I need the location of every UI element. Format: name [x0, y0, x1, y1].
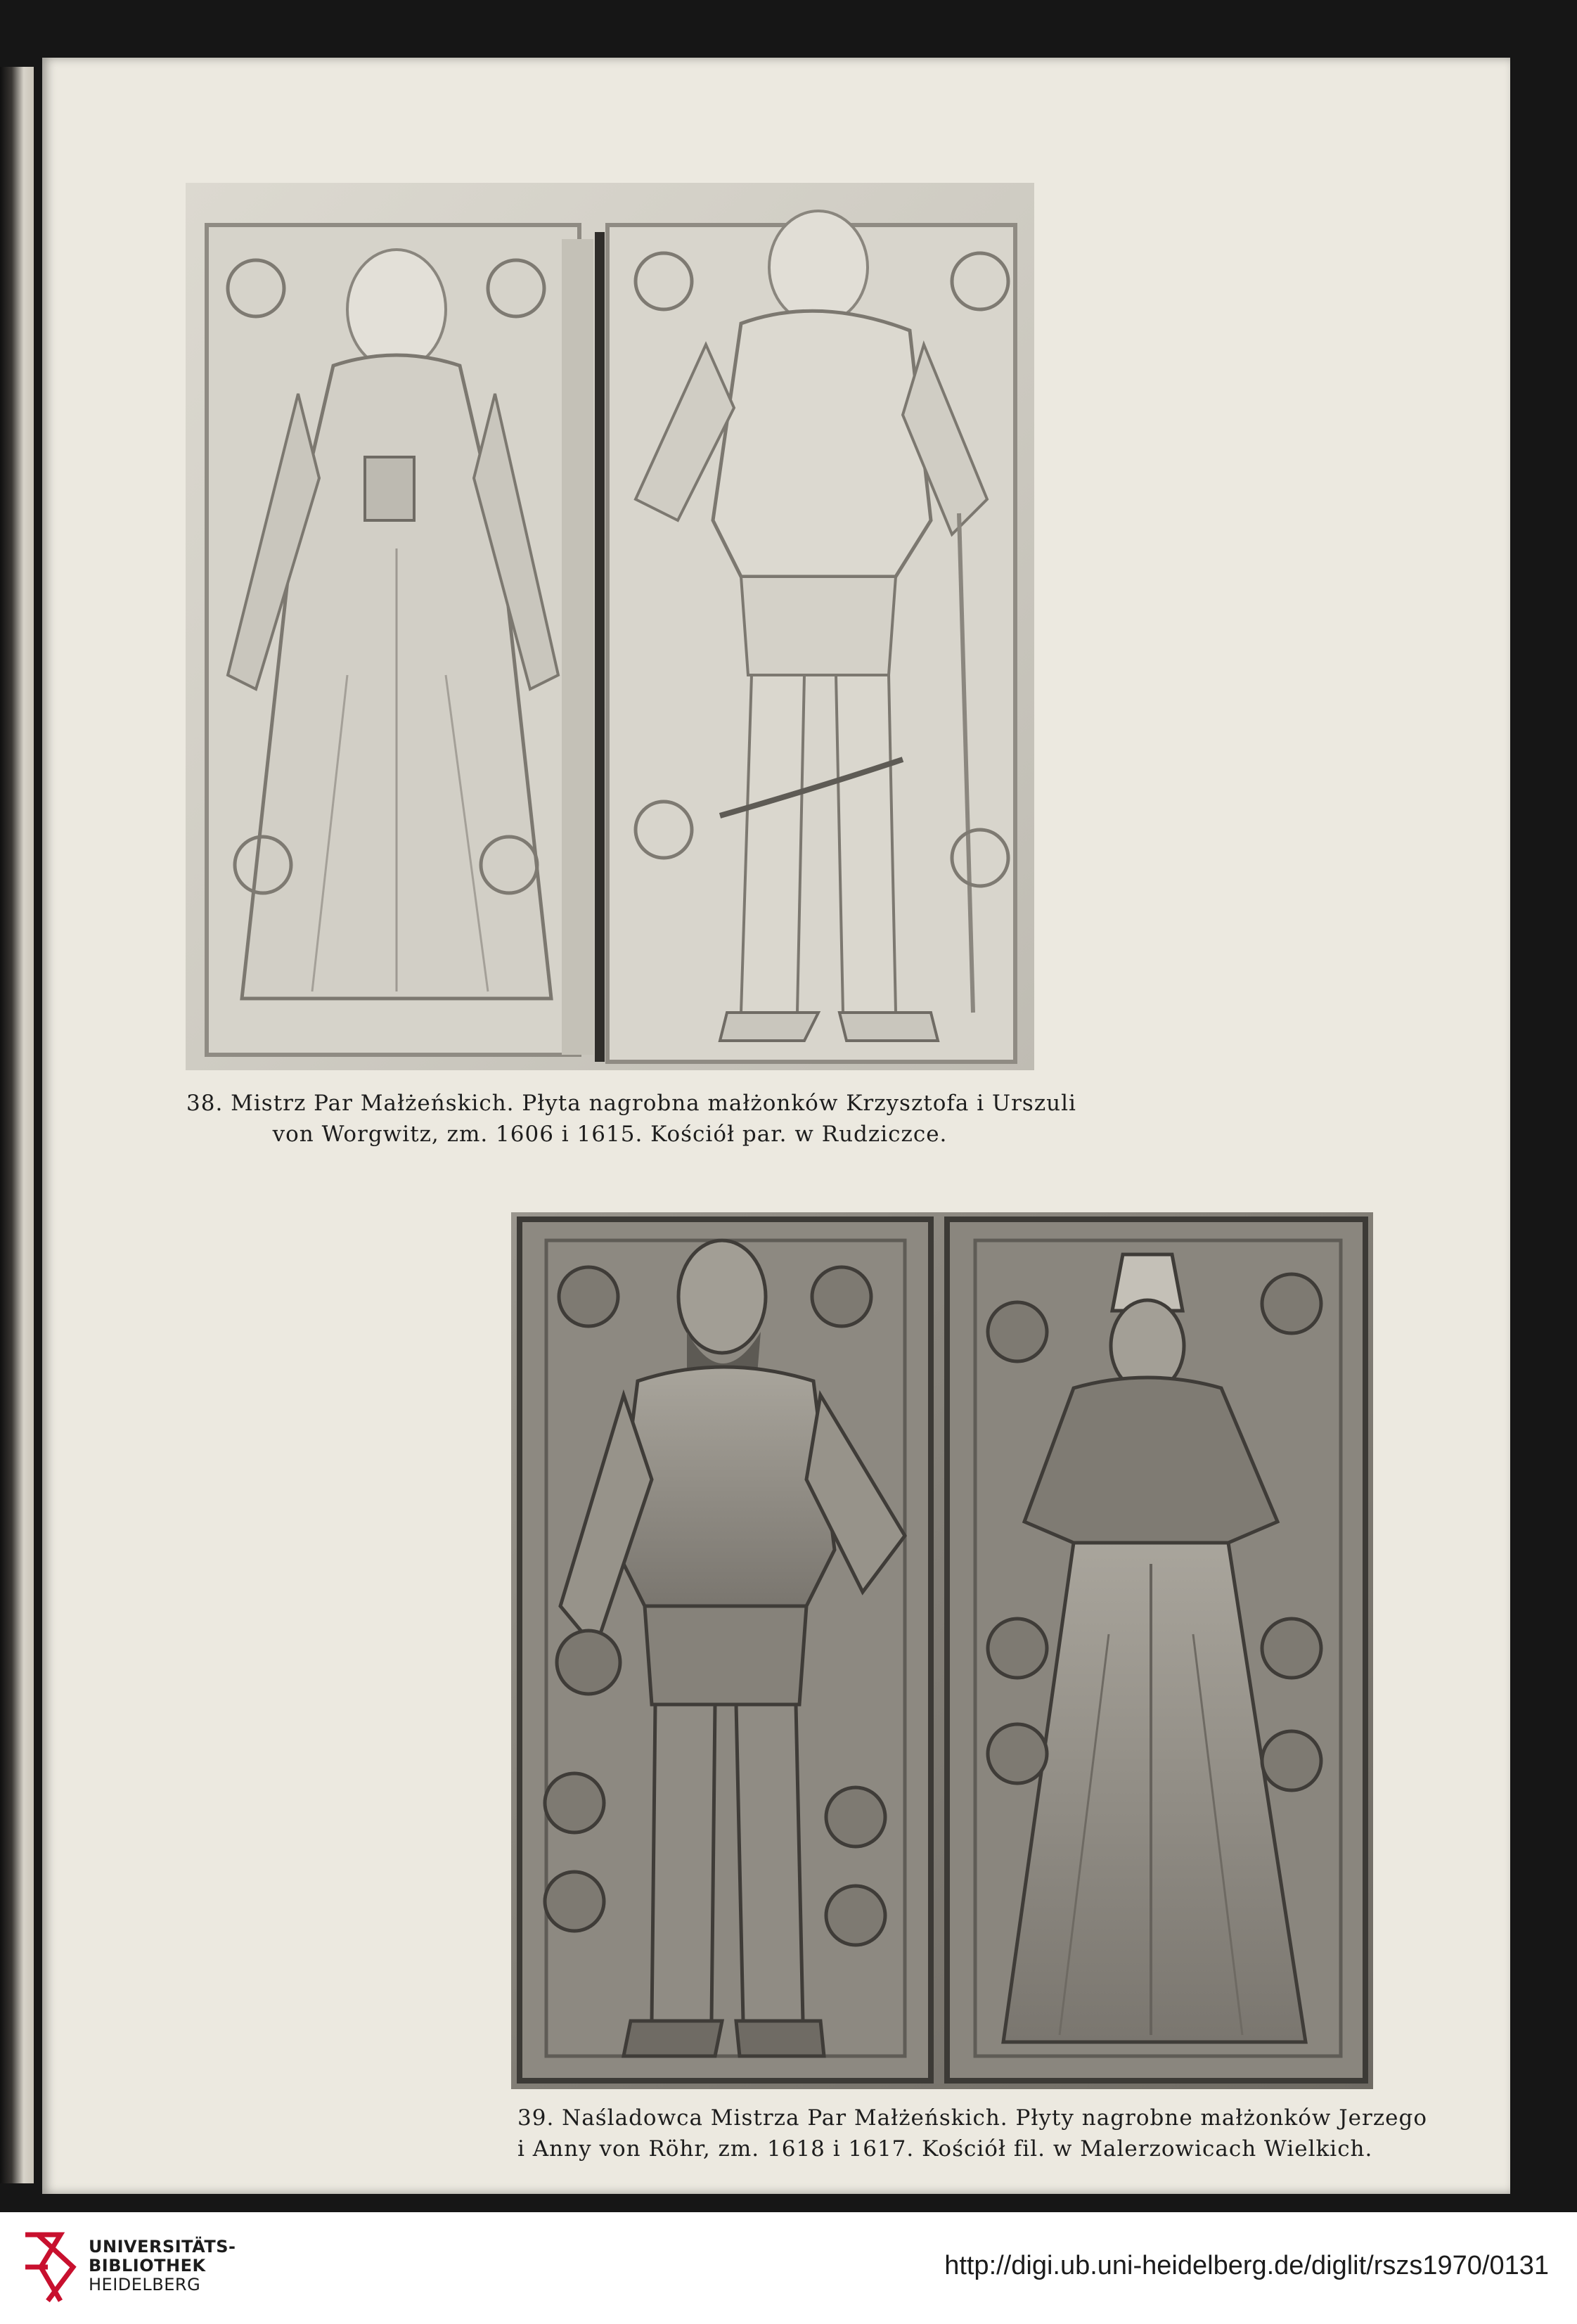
- tombstone-relief-image-1: [186, 183, 1034, 1070]
- caption-39-line-1: 39. Naśladowca Mistrza Par Małżeńskich. Płyty nagrobne małżonków Jerzego: [517, 2105, 1428, 2131]
- caption-figure-38: [186, 1088, 1076, 1150]
- caption-38-line-1: 38. Mistrz Par Małżeńskich. Płyta nagrobna małżonków Krzysztofa i Urszuli: [186, 1091, 1076, 1116]
- caption-39-line-2: i Anny von Röhr, zm. 1618 i 1617. Kościół fil. w Malerzowicach Wielkich.: [517, 2136, 1373, 2162]
- library-name-line-2: BIBLIOTHEK: [89, 2256, 206, 2275]
- tombstone-relief-image-2: [511, 1212, 1373, 2089]
- photo-tombstone-worgwitz: [186, 183, 1034, 1070]
- caption-figure-39: [517, 2102, 1428, 2164]
- scanned-page: [42, 58, 1510, 2194]
- photo-tombstones-rohr: [511, 1212, 1373, 2089]
- library-name-line-3: HEIDELBERG: [89, 2275, 201, 2294]
- source-url-link[interactable]: http://digi.ub.uni-heidelberg.de/diglit/rszs1970/0131: [944, 2251, 1549, 2280]
- heidelberg-library-logo-icon: [20, 2228, 77, 2308]
- library-name-line-1: UNIVERSITÄTS-: [89, 2237, 236, 2256]
- library-name: [89, 2238, 236, 2294]
- left-page-edge: [0, 67, 34, 2183]
- caption-38-line-2: von Worgwitz, zm. 1606 i 1615. Kościół par. w Rudziczce.: [272, 1122, 948, 1147]
- library-footer: [0, 2212, 1577, 2324]
